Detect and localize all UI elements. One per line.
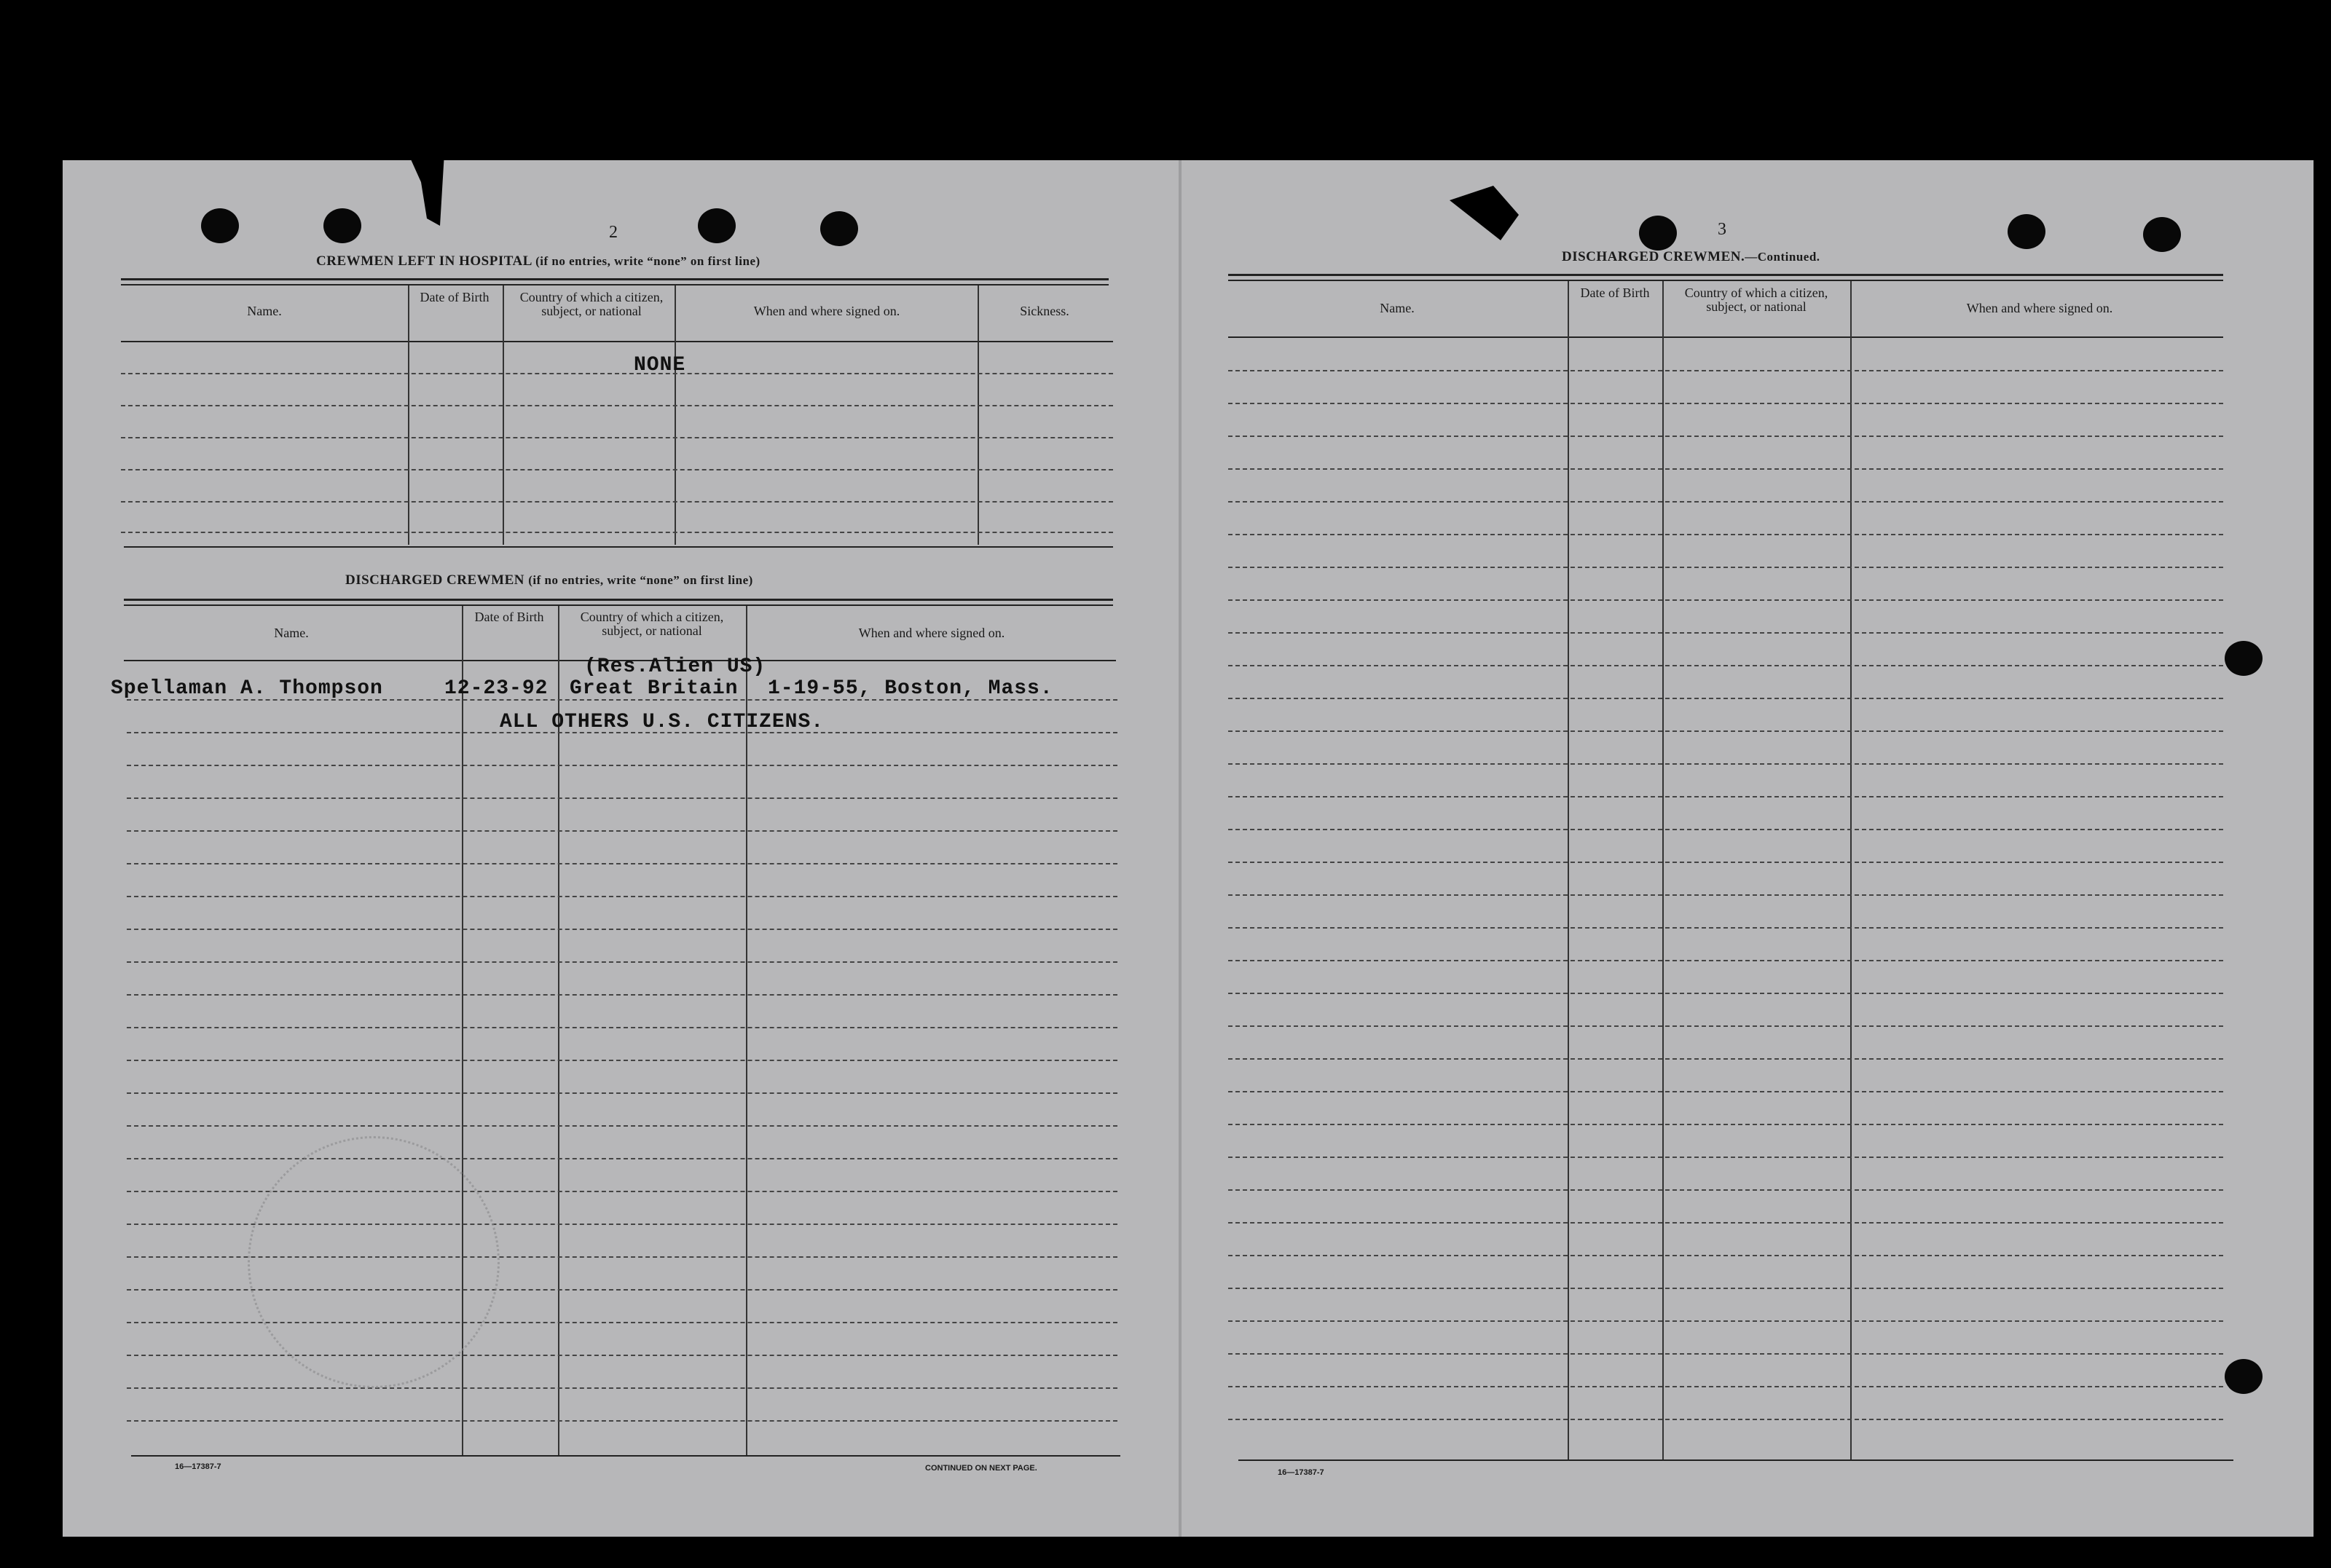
table-top-rule — [1228, 274, 2223, 276]
citizens-remark: ALL OTHERS U.S. CITIZENS. — [500, 711, 825, 733]
column-divider — [408, 285, 409, 545]
entry-line — [127, 896, 1117, 897]
entry-line — [1228, 927, 2223, 929]
punch-hole — [323, 208, 361, 243]
table-bottom-rule — [124, 546, 1113, 548]
col-header-name: Name. — [247, 304, 282, 318]
hospital-subtitle: (if no entries, write “none” on first line) — [535, 254, 760, 268]
entry-line — [1228, 1386, 2223, 1387]
entry-line — [1228, 501, 2223, 503]
punch-hole — [1639, 216, 1677, 251]
punch-hole — [2225, 1359, 2263, 1394]
hospital-title-text: CREWMEN LEFT IN HOSPITAL — [316, 253, 532, 269]
entry-line — [1228, 1288, 2223, 1289]
table-top-rule — [121, 278, 1109, 280]
entry-line — [1228, 1189, 2223, 1191]
discharged-section-title — [345, 572, 753, 588]
punch-hole — [698, 208, 736, 243]
entry-line — [127, 863, 1117, 864]
punch-hole — [820, 211, 858, 246]
entry-line — [127, 994, 1117, 996]
entry-line — [1228, 370, 2223, 371]
table-bottom-rule — [131, 1455, 1120, 1457]
crewman-country: Great Britain — [570, 677, 739, 700]
column-divider — [1568, 281, 1569, 1461]
col-header-dob: Date of Birth — [1580, 285, 1650, 300]
entry-line — [121, 437, 1113, 438]
entry-line — [127, 1125, 1117, 1127]
crewman-name: Spellaman A. Thompson — [111, 677, 383, 700]
entry-line — [1228, 894, 2223, 896]
entry-line — [127, 1355, 1117, 1356]
entry-line — [121, 373, 1113, 374]
entry-line — [1228, 1157, 2223, 1158]
entry-line — [127, 929, 1117, 930]
entry-line — [127, 961, 1117, 963]
entry-line — [1228, 534, 2223, 535]
entry-line — [1228, 960, 2223, 961]
entry-line — [127, 1158, 1117, 1159]
entry-line — [1228, 993, 2223, 994]
table-bottom-rule — [1238, 1459, 2233, 1461]
entry-line — [127, 830, 1117, 832]
torn-mark — [1450, 186, 1530, 244]
entry-line — [127, 1387, 1117, 1389]
punch-hole — [201, 208, 239, 243]
entry-line — [1228, 698, 2223, 699]
entry-line — [1228, 665, 2223, 666]
form-number: 16—17387-7 — [175, 1462, 221, 1471]
torn-mark — [408, 153, 452, 233]
page-number: 3 — [1718, 220, 1726, 239]
entry-line — [127, 1092, 1117, 1094]
entry-line — [1228, 436, 2223, 437]
entry-line — [127, 765, 1117, 766]
crewman-date-of-birth: 12-23-92 — [444, 677, 549, 700]
entry-line — [121, 469, 1113, 470]
entry-line — [1228, 1058, 2223, 1060]
column-divider — [1850, 281, 1852, 1461]
entry-line — [121, 501, 1113, 503]
hospital-entry-none: NONE — [634, 354, 686, 377]
entry-line — [1228, 403, 2223, 404]
column-divider — [1662, 281, 1664, 1461]
col-header-signed-on: When and where signed on. — [1966, 301, 2113, 315]
col-header-name: Name. — [274, 626, 309, 640]
discharged-continued-subtitle: —Continued. — [1745, 250, 1820, 264]
page-number: 2 — [609, 223, 618, 242]
hospital-section-title — [316, 253, 760, 269]
column-divider — [675, 285, 676, 545]
entry-line — [1228, 1124, 2223, 1125]
table-top-rule — [124, 599, 1113, 601]
entry-line — [1228, 1025, 2223, 1027]
entry-line — [127, 1420, 1117, 1422]
col-header-sickness: Sickness. — [1020, 304, 1069, 318]
header-bottom-rule — [121, 341, 1113, 342]
col-header-signed-on: When and where signed on. — [858, 626, 1005, 640]
entry-line — [1228, 862, 2223, 863]
punch-hole — [2008, 214, 2045, 249]
entry-line — [1228, 632, 2223, 634]
col-header-name: Name. — [1380, 301, 1415, 315]
punch-hole — [2143, 217, 2181, 252]
col-header-country: Country of which a citizen, subject, or national — [580, 610, 724, 638]
column-divider — [503, 285, 504, 545]
table-top-rule — [124, 604, 1113, 606]
entry-line — [121, 405, 1113, 406]
entry-line — [121, 532, 1113, 533]
entry-line — [1228, 468, 2223, 470]
entry-line — [127, 797, 1117, 799]
entry-line — [1228, 599, 2223, 601]
continued-note: CONTINUED ON NEXT PAGE. — [925, 1464, 1037, 1473]
col-header-dob: Date of Birth — [420, 290, 490, 304]
punch-hole — [2225, 641, 2263, 676]
entry-line — [1228, 1091, 2223, 1092]
col-header-signed-on: When and where signed on. — [753, 304, 900, 318]
col-header-country: Country of which a citizen, subject, or national — [1684, 285, 1828, 314]
entry-line — [1228, 730, 2223, 732]
page-fold — [1179, 160, 1182, 1537]
entry-line — [1228, 1255, 2223, 1256]
table-top-rule — [1228, 280, 2223, 281]
col-header-country: Country of which a citizen, subject, or national — [519, 290, 664, 318]
entry-line — [1228, 829, 2223, 830]
entry-line — [1228, 567, 2223, 568]
entry-line — [1228, 763, 2223, 765]
entry-line — [127, 1060, 1117, 1061]
column-divider — [978, 285, 979, 545]
discharged-title-text: DISCHARGED CREWMEN — [345, 572, 524, 588]
header-bottom-rule — [1228, 336, 2223, 338]
col-header-dob: Date of Birth — [474, 610, 544, 624]
form-number: 16—17387-7 — [1278, 1468, 1324, 1477]
entry-line — [1228, 796, 2223, 797]
residency-note: (Res.Alien US) — [584, 655, 766, 678]
entry-line — [1228, 1353, 2223, 1355]
discharged-continued-title-text: DISCHARGED CREWMEN. — [1562, 249, 1745, 264]
crewman-signed-on: 1-19-55, Boston, Mass. — [768, 677, 1053, 700]
entry-line — [127, 1027, 1117, 1028]
entry-line — [1228, 1419, 2223, 1420]
faded-stamp — [248, 1136, 500, 1388]
discharged-subtitle: (if no entries, write “none” on first line) — [528, 573, 753, 587]
table-top-rule — [121, 284, 1109, 285]
entry-line — [1228, 1320, 2223, 1322]
discharged-continued-title — [1562, 249, 1820, 265]
entry-line — [1228, 1222, 2223, 1224]
